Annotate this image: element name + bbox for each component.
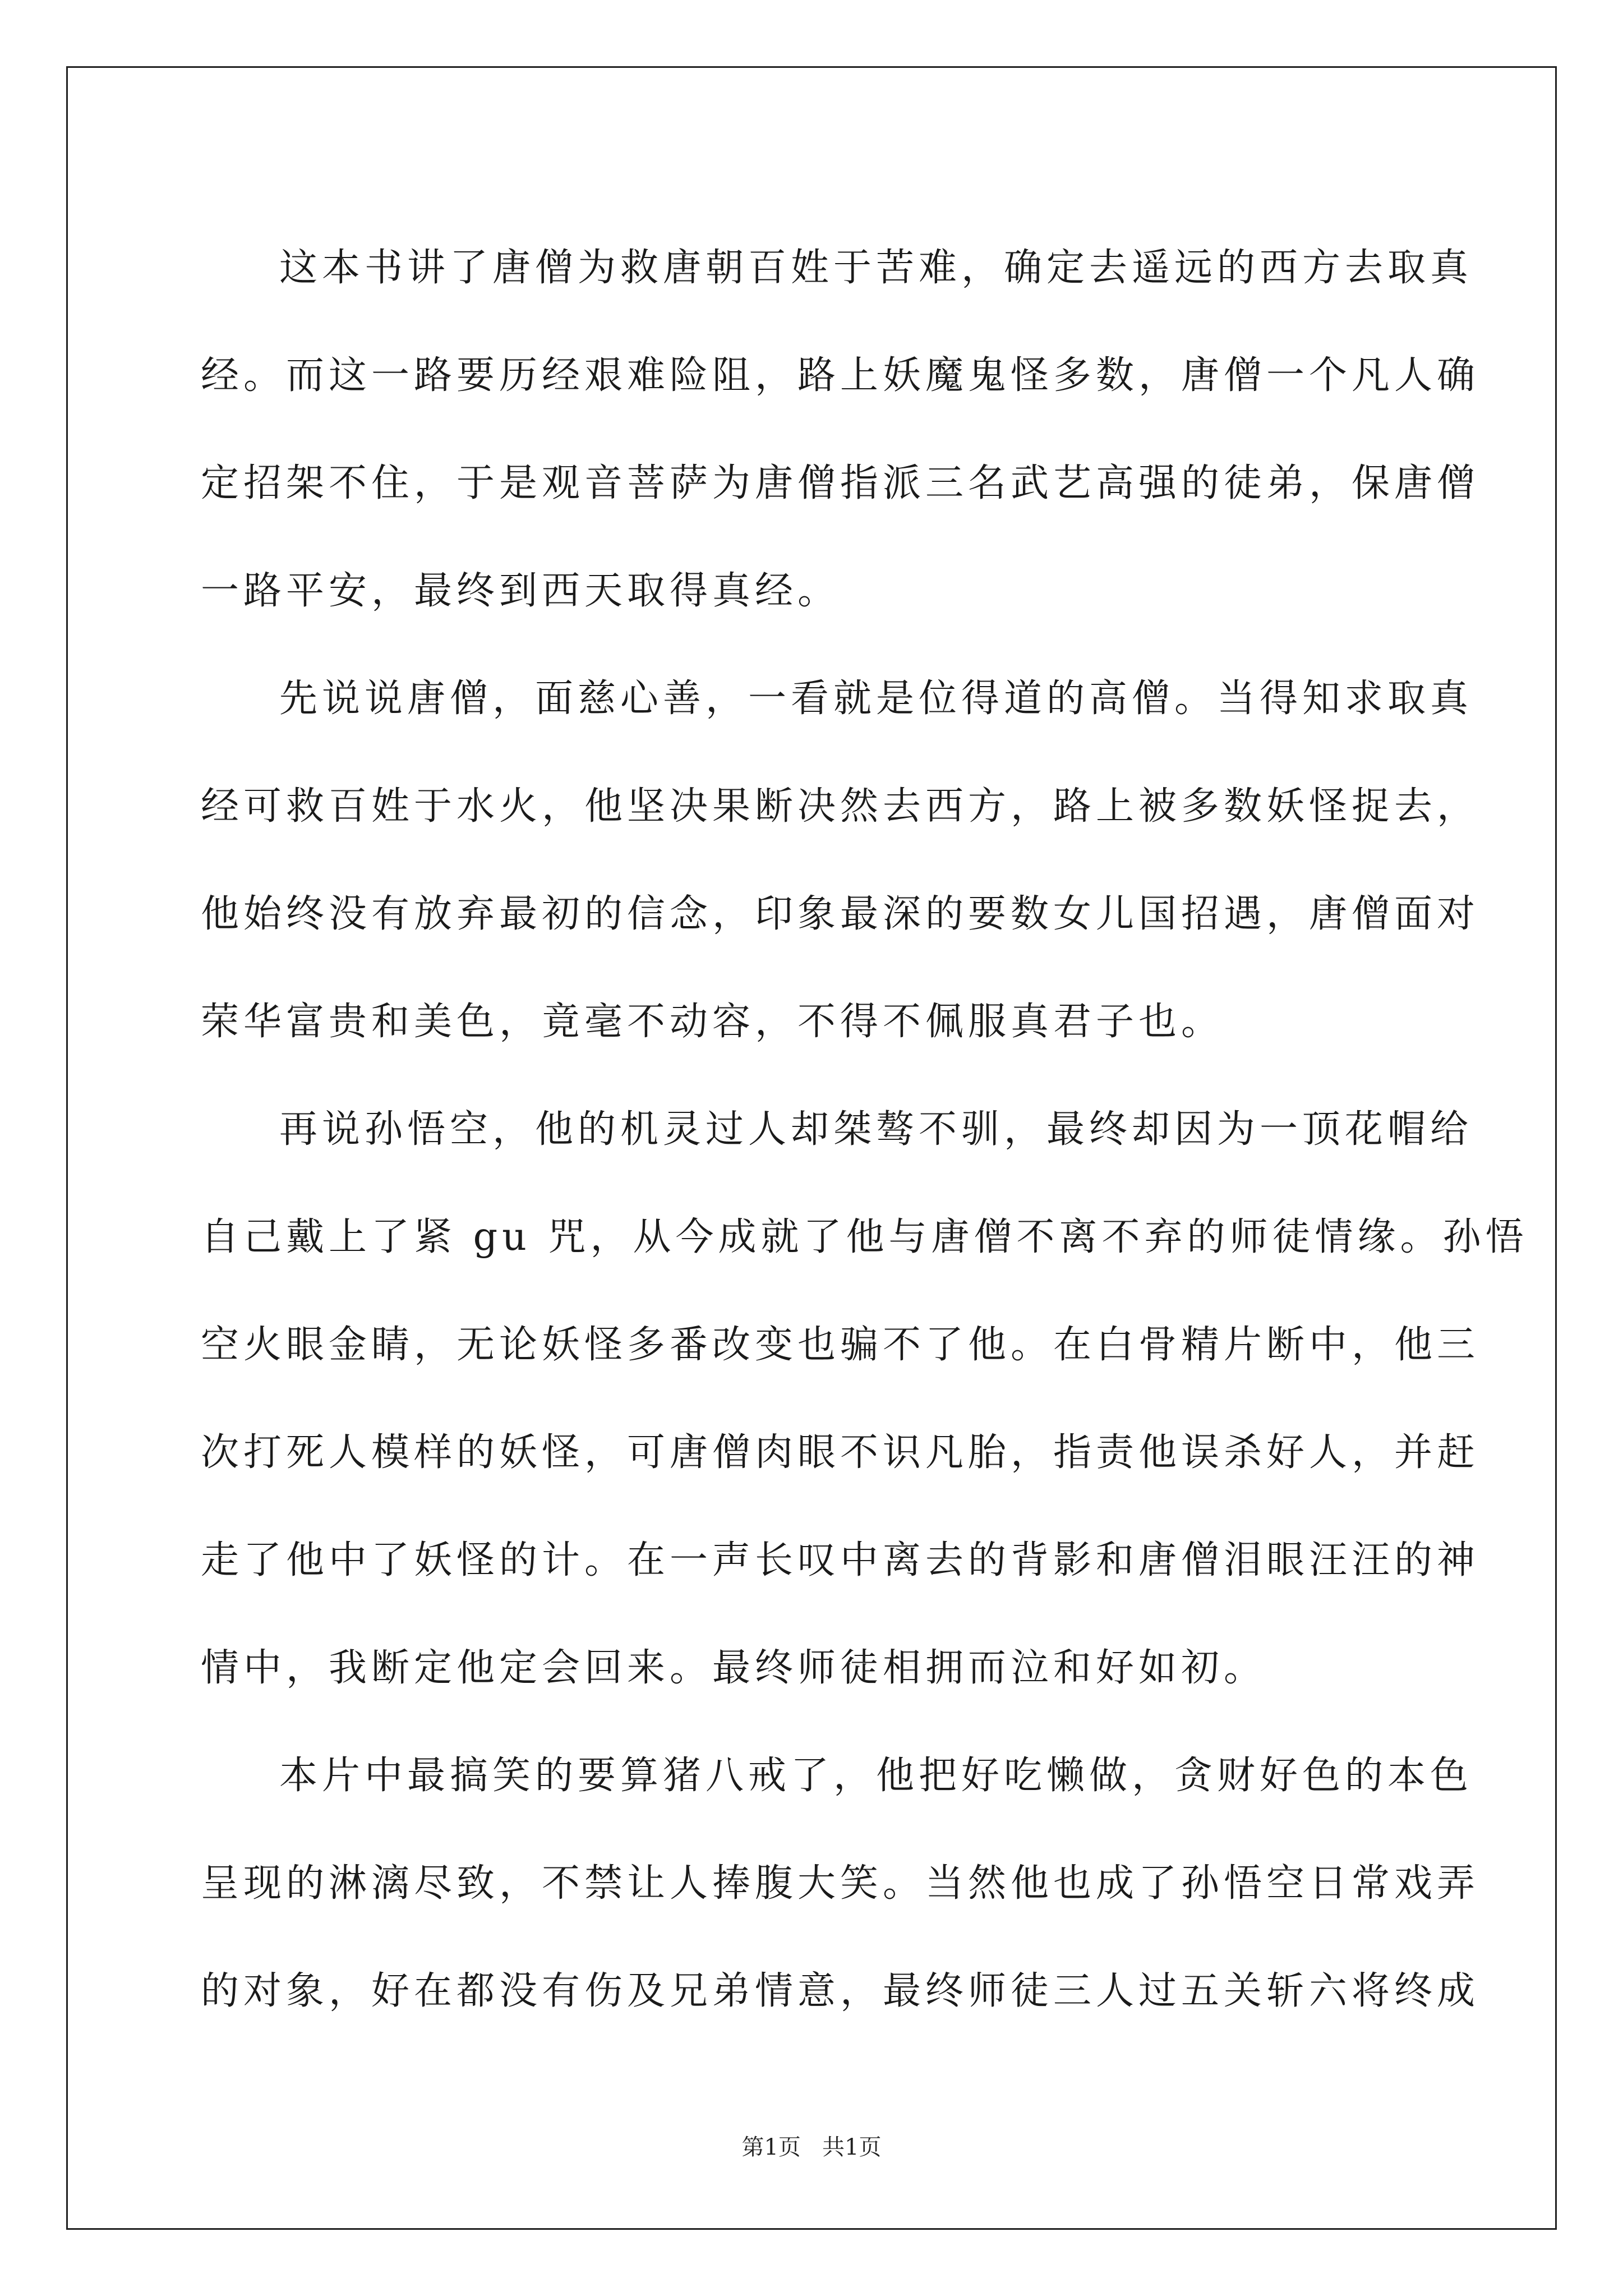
text-line: 次打死人模样的妖怪，可唐僧肉眼不识凡胎，指责他误杀好人，并赶 bbox=[201, 1430, 1480, 1475]
document-body bbox=[201, 214, 1528, 2045]
paragraph-2 bbox=[201, 645, 1480, 1076]
text-line: 再说孙悟空，他的机灵过人却桀骜不驯，最终却因为一顶花帽给 bbox=[279, 1107, 1473, 1152]
paragraph-3 bbox=[201, 1076, 1528, 1722]
text-line: 先说说唐僧，面慈心善，一看就是位得道的高僧。当得知求取真 bbox=[279, 677, 1473, 721]
paragraph-1 bbox=[201, 214, 1480, 645]
text-line: 的对象，好在都没有伤及兄弟情意，最终师徒三人过五关斩六将终成 bbox=[201, 1969, 1480, 2013]
paragraph-4 bbox=[201, 1722, 1480, 2045]
text-line: 荣华富贵和美色，竟毫不动容，不得不佩服真君子也。 bbox=[201, 1000, 1224, 1044]
text-line: 情中，我断定他定会回来。最终师徒相拥而泣和好如初。 bbox=[201, 1646, 1267, 1690]
text-line: 走了他中了妖怪的计。在一声长叹中离去的背影和唐僧泪眼汪汪的神 bbox=[201, 1538, 1480, 1582]
text-line: 呈现的淋漓尽致，不禁让人捧腹大笑。当然他也成了孙悟空日常戏弄 bbox=[201, 1861, 1480, 1906]
page-number-footer: 第1页 共1页 bbox=[741, 2134, 882, 2160]
text-line: 一路平安，最终到西天取得真经。 bbox=[201, 569, 841, 613]
text-line: 经。而这一路要历经艰难险阻，路上妖魔鬼怪多数，唐僧一个凡人确 bbox=[201, 353, 1480, 398]
text-line: 空火眼金睛，无论妖怪多番改变也骗不了他。在白骨精片断中，他三 bbox=[201, 1323, 1480, 1367]
text-line: 经可救百姓于水火，他坚决果断决然去西方，路上被多数妖怪捉去， bbox=[201, 784, 1480, 829]
text-line: 这本书讲了唐僧为救唐朝百姓于苦难，确定去遥远的西方去取真 bbox=[279, 246, 1473, 290]
text-line: 定招架不住，于是观音菩萨为唐僧指派三名武艺高强的徒弟，保唐僧 bbox=[201, 461, 1480, 505]
text-line: 本片中最搞笑的要算猪八戒了，他把好吃懒做，贪财好色的本色 bbox=[279, 1754, 1473, 1798]
text-line: 他始终没有放弃最初的信念，印象最深的要数女儿国招遇，唐僧面对 bbox=[201, 892, 1480, 936]
text-line: 自己戴上了紧 gu 咒，从今成就了他与唐僧不离不弃的师徒情缘。孙悟 bbox=[201, 1215, 1528, 1259]
